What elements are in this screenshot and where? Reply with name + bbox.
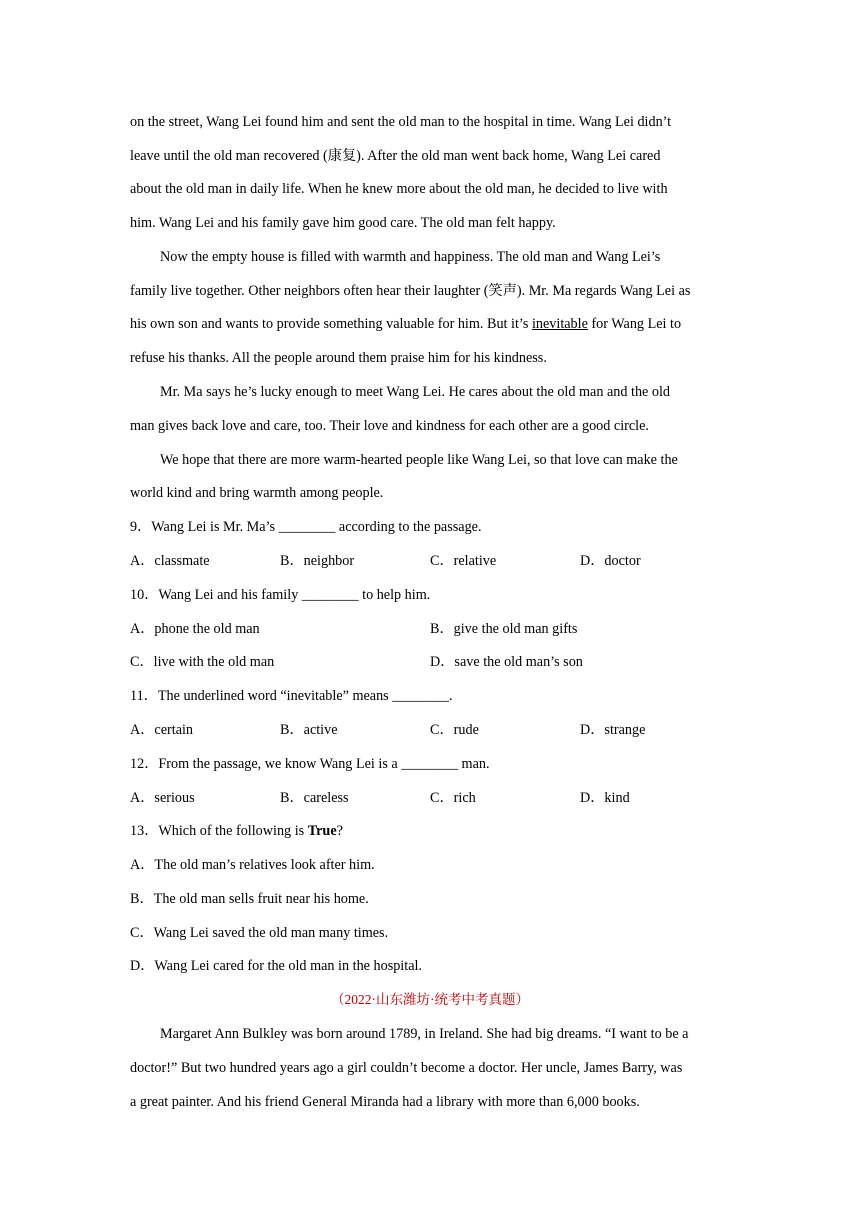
- passage-line: We hope that there are more warm-hearted people like Wang Lei, so that love can make the: [160, 452, 678, 468]
- passage-line: Now the empty house is filled with warmth and happiness. The old man and Wang Lei’s: [160, 249, 661, 265]
- option-13a[interactable]: A．The old man’s relatives look after him.: [130, 857, 375, 873]
- option-13d[interactable]: D．Wang Lei cared for the old man in the hospital.: [130, 958, 422, 974]
- passage-text: for Wang Lei to: [587, 316, 682, 332]
- option-11a[interactable]: A．certain: [130, 722, 194, 738]
- option-9b[interactable]: B．neighbor: [280, 553, 355, 569]
- passage-line: him. Wang Lei and his family gave him good care. The old man felt happy.: [130, 215, 556, 231]
- question-stem-13: [130, 821, 343, 841]
- underlined-word: inevitable: [531, 316, 588, 332]
- stem-text: 13．Which of the following is: [130, 823, 308, 839]
- passage-line: world kind and bring warmth among people.: [130, 485, 384, 501]
- option-10a[interactable]: A．phone the old man: [130, 621, 260, 637]
- option-11c[interactable]: C．rude: [430, 722, 479, 738]
- question-stem-11: 11．The underlined word “inevitable” means ________.: [130, 688, 453, 704]
- option-10c[interactable]: C．live with the old man: [130, 654, 275, 670]
- option-9d[interactable]: D．doctor: [580, 553, 641, 569]
- stem-text: ?: [336, 823, 343, 839]
- option-12c[interactable]: C．rich: [430, 790, 476, 806]
- option-13b[interactable]: B．The old man sells fruit near his home.: [130, 891, 369, 907]
- option-12d[interactable]: D．kind: [580, 790, 630, 806]
- passage-line: about the old man in daily life. When he knew more about the old man, he decided to live with: [130, 181, 668, 197]
- passage-line: doctor!” But two hundred years ago a girl couldn’t become a doctor. Her uncle, James Barry, was: [130, 1060, 683, 1076]
- option-11d[interactable]: D．strange: [580, 722, 646, 738]
- passage-line: on the street, Wang Lei found him and sent the old man to the hospital in time. Wang Lei didn’t: [130, 114, 672, 130]
- option-11b[interactable]: B．active: [280, 722, 338, 738]
- question-stem-12: 12．From the passage, we know Wang Lei is a ________ man.: [130, 756, 490, 772]
- option-9c[interactable]: C．relative: [430, 553, 497, 569]
- passage-line: refuse his thanks. All the people around them praise him for his kindness.: [130, 350, 547, 366]
- passage-line: Mr. Ma says he’s lucky enough to meet Wang Lei. He cares about the old man and the old: [160, 384, 671, 400]
- option-12b[interactable]: B．careless: [280, 790, 349, 806]
- passage-line: [130, 314, 681, 334]
- question-stem-9: 9．Wang Lei is Mr. Ma’s ________ according to the passage.: [130, 519, 482, 535]
- option-10d[interactable]: D．save the old man’s son: [430, 654, 583, 670]
- passage-text: his own son and wants to provide something valuable for him. But it’s: [130, 316, 532, 332]
- passage-line: Margaret Ann Bulkley was born around 1789, in Ireland. She had big dreams. “I want to be a: [160, 1026, 689, 1042]
- option-13c[interactable]: C．Wang Lei saved the old man many times.: [130, 925, 389, 941]
- stem-bold: True: [307, 823, 337, 839]
- source-label: （2022·山东潍坊·统考中考真题）: [331, 992, 529, 1007]
- option-12a[interactable]: A．serious: [130, 790, 195, 806]
- passage-line: leave until the old man recovered (康复). After the old man went back home, Wang Lei cared: [130, 148, 661, 164]
- passage-line: man gives back love and care, too. Their love and kindness for each other are a good circle.: [130, 418, 649, 434]
- passage-line: a great painter. And his friend General Miranda had a library with more than 6,000 books.: [130, 1094, 640, 1110]
- passage-line: family live together. Other neighbors often hear their laughter (笑声). Mr. Ma regards Wang Lei as: [130, 283, 691, 299]
- question-stem-10: 10．Wang Lei and his family ________ to help him.: [130, 587, 431, 603]
- option-10b[interactable]: B．give the old man gifts: [430, 621, 578, 637]
- option-9a[interactable]: A．classmate: [130, 553, 210, 569]
